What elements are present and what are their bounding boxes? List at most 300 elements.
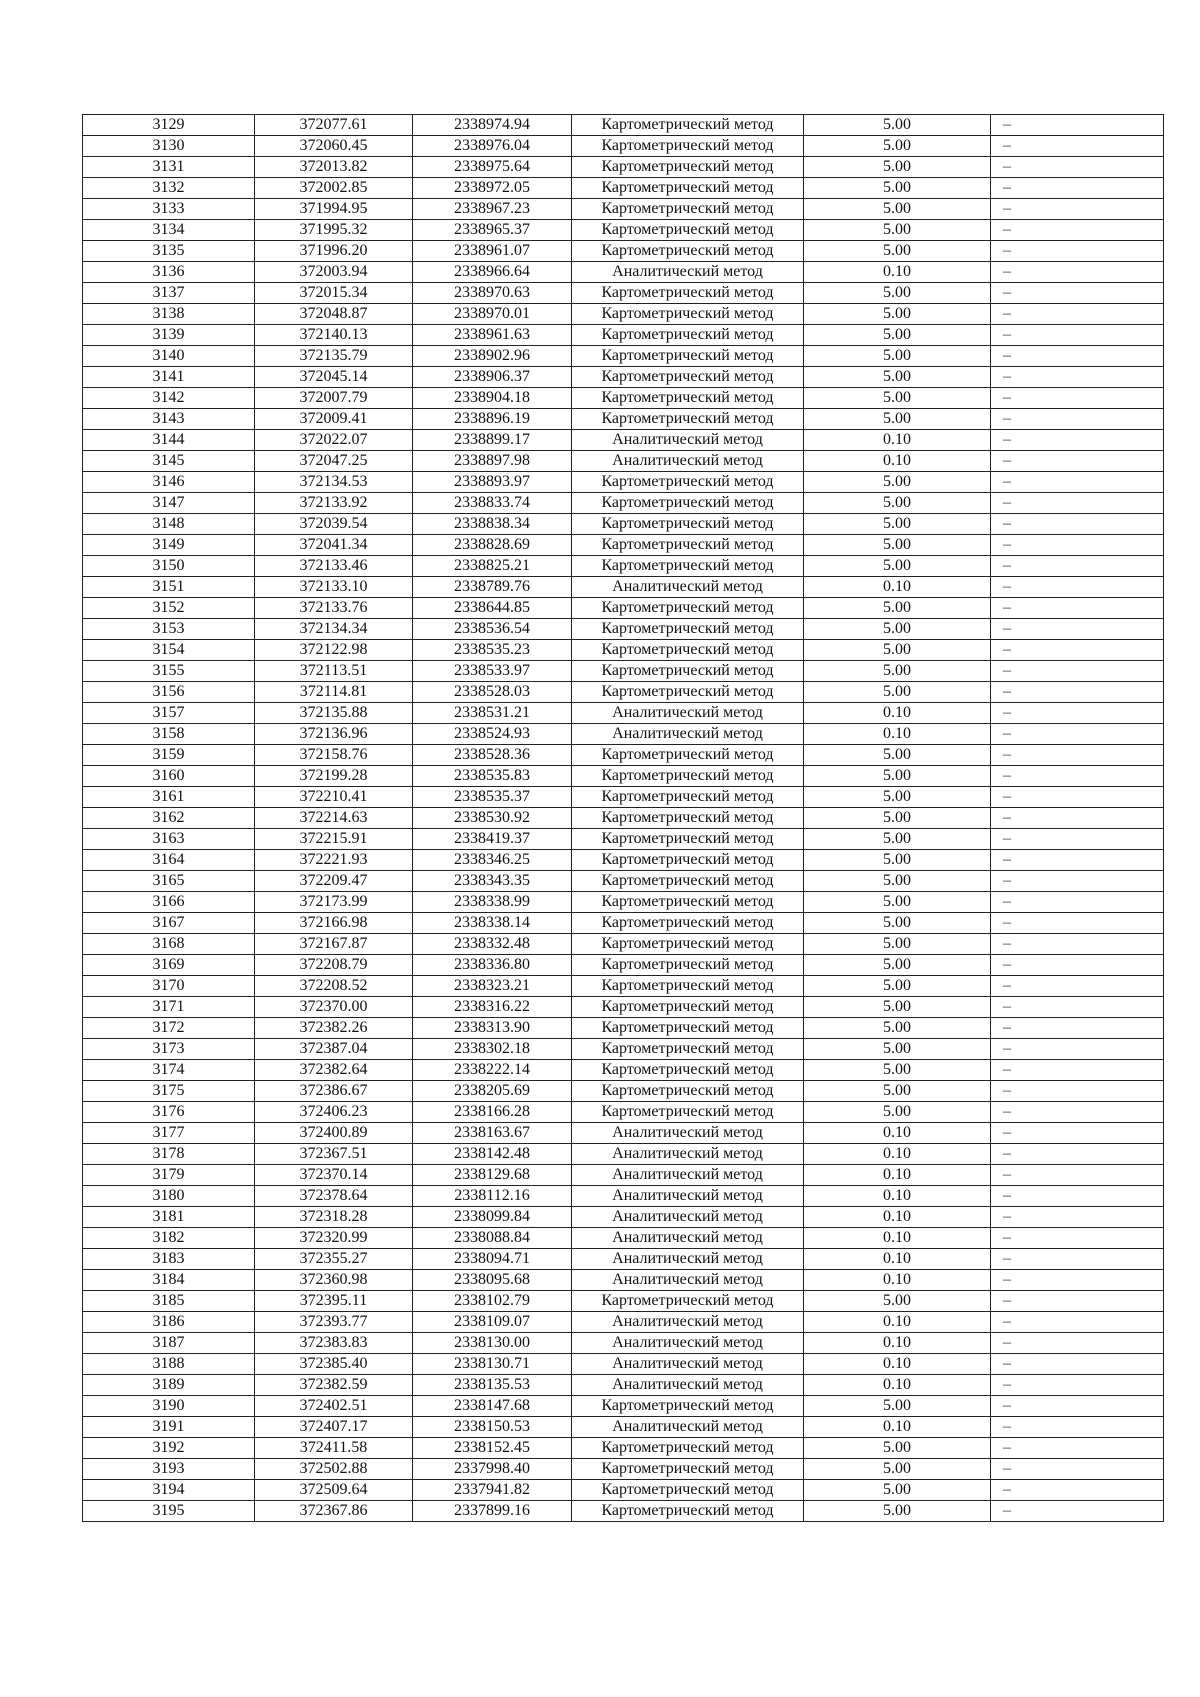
point-number-cell: 3162	[83, 808, 255, 829]
x-coordinate-cell: 372135.79	[255, 346, 413, 367]
point-number-cell: 3146	[83, 472, 255, 493]
method-cell: Картометрический метод	[572, 1039, 804, 1060]
accuracy-cell: 5.00	[804, 283, 991, 304]
y-coordinate-cell: 2338109.07	[413, 1312, 572, 1333]
note-cell: –	[991, 997, 1164, 1018]
table-row	[83, 115, 1164, 136]
note-cell: –	[991, 1018, 1164, 1039]
y-coordinate-cell: 2338644.85	[413, 598, 572, 619]
y-coordinate-cell: 2337941.82	[413, 1480, 572, 1501]
accuracy-cell: 5.00	[804, 640, 991, 661]
accuracy-cell: 0.10	[804, 262, 991, 283]
point-number-cell: 3170	[83, 976, 255, 997]
point-number-cell: 3151	[83, 577, 255, 598]
accuracy-cell: 5.00	[804, 220, 991, 241]
method-cell: Картометрический метод	[572, 157, 804, 178]
x-coordinate-cell: 372199.28	[255, 766, 413, 787]
method-cell: Картометрический метод	[572, 871, 804, 892]
table-row	[83, 724, 1164, 745]
method-cell: Картометрический метод	[572, 220, 804, 241]
method-cell: Картометрический метод	[572, 304, 804, 325]
table-row	[83, 766, 1164, 787]
note-cell: –	[991, 178, 1164, 199]
method-cell: Картометрический метод	[572, 619, 804, 640]
accuracy-cell: 5.00	[804, 850, 991, 871]
table-row	[83, 1165, 1164, 1186]
accuracy-cell: 5.00	[804, 115, 991, 136]
point-number-cell: 3158	[83, 724, 255, 745]
table-row	[83, 1480, 1164, 1501]
method-cell: Картометрический метод	[572, 1081, 804, 1102]
method-cell: Картометрический метод	[572, 787, 804, 808]
table-row	[83, 178, 1164, 199]
table-row	[83, 1459, 1164, 1480]
method-cell: Картометрический метод	[572, 598, 804, 619]
table-row	[83, 451, 1164, 472]
accuracy-cell: 5.00	[804, 598, 991, 619]
method-cell: Картометрический метод	[572, 745, 804, 766]
table-row	[83, 976, 1164, 997]
table-row	[83, 892, 1164, 913]
point-number-cell: 3147	[83, 493, 255, 514]
table-row	[83, 913, 1164, 934]
y-coordinate-cell: 2338825.21	[413, 556, 572, 577]
point-number-cell: 3140	[83, 346, 255, 367]
x-coordinate-cell: 372133.10	[255, 577, 413, 598]
point-number-cell: 3131	[83, 157, 255, 178]
table-row	[83, 1396, 1164, 1417]
point-number-cell: 3167	[83, 913, 255, 934]
method-cell: Аналитический метод	[572, 1165, 804, 1186]
point-number-cell: 3130	[83, 136, 255, 157]
y-coordinate-cell: 2338828.69	[413, 535, 572, 556]
point-number-cell: 3148	[83, 514, 255, 535]
accuracy-cell: 5.00	[804, 913, 991, 934]
x-coordinate-cell: 372367.86	[255, 1501, 413, 1522]
table-row	[83, 1144, 1164, 1165]
point-number-cell: 3172	[83, 1018, 255, 1039]
method-cell: Аналитический метод	[572, 451, 804, 472]
x-coordinate-cell: 372355.27	[255, 1249, 413, 1270]
x-coordinate-cell: 372007.79	[255, 388, 413, 409]
point-number-cell: 3164	[83, 850, 255, 871]
table-row	[83, 1018, 1164, 1039]
table-row	[83, 262, 1164, 283]
method-cell: Картометрический метод	[572, 1060, 804, 1081]
y-coordinate-cell: 2338899.17	[413, 430, 572, 451]
y-coordinate-cell: 2338095.68	[413, 1270, 572, 1291]
x-coordinate-cell: 372133.46	[255, 556, 413, 577]
method-cell: Аналитический метод	[572, 1186, 804, 1207]
x-coordinate-cell: 371996.20	[255, 241, 413, 262]
method-cell: Аналитический метод	[572, 1144, 804, 1165]
point-number-cell: 3190	[83, 1396, 255, 1417]
x-coordinate-cell: 372167.87	[255, 934, 413, 955]
accuracy-cell: 5.00	[804, 1060, 991, 1081]
table-row	[83, 1354, 1164, 1375]
y-coordinate-cell: 2338833.74	[413, 493, 572, 514]
x-coordinate-cell: 372015.34	[255, 283, 413, 304]
y-coordinate-cell: 2338961.63	[413, 325, 572, 346]
method-cell: Картометрический метод	[572, 640, 804, 661]
y-coordinate-cell: 2338332.48	[413, 934, 572, 955]
x-coordinate-cell: 372045.14	[255, 367, 413, 388]
note-cell: –	[991, 1060, 1164, 1081]
table-row	[83, 934, 1164, 955]
accuracy-cell: 0.10	[804, 1354, 991, 1375]
table-row	[83, 955, 1164, 976]
point-number-cell: 3136	[83, 262, 255, 283]
y-coordinate-cell: 2338961.07	[413, 241, 572, 262]
note-cell: –	[991, 1459, 1164, 1480]
point-number-cell: 3185	[83, 1291, 255, 1312]
x-coordinate-cell: 372208.52	[255, 976, 413, 997]
y-coordinate-cell: 2338524.93	[413, 724, 572, 745]
x-coordinate-cell: 372402.51	[255, 1396, 413, 1417]
accuracy-cell: 5.00	[804, 1018, 991, 1039]
note-cell: –	[991, 787, 1164, 808]
note-cell: –	[991, 1144, 1164, 1165]
note-cell: –	[991, 115, 1164, 136]
y-coordinate-cell: 2338205.69	[413, 1081, 572, 1102]
table-row	[83, 1270, 1164, 1291]
method-cell: Аналитический метод	[572, 1249, 804, 1270]
x-coordinate-cell: 372221.93	[255, 850, 413, 871]
x-coordinate-cell: 372370.14	[255, 1165, 413, 1186]
method-cell: Аналитический метод	[572, 724, 804, 745]
table-row	[83, 850, 1164, 871]
method-cell: Картометрический метод	[572, 892, 804, 913]
y-coordinate-cell: 2338313.90	[413, 1018, 572, 1039]
y-coordinate-cell: 2338222.14	[413, 1060, 572, 1081]
y-coordinate-cell: 2338896.19	[413, 409, 572, 430]
method-cell: Картометрический метод	[572, 472, 804, 493]
note-cell: –	[991, 808, 1164, 829]
note-cell: –	[991, 262, 1164, 283]
point-number-cell: 3155	[83, 661, 255, 682]
x-coordinate-cell: 372133.92	[255, 493, 413, 514]
accuracy-cell: 5.00	[804, 367, 991, 388]
table-row	[83, 640, 1164, 661]
y-coordinate-cell: 2338135.53	[413, 1375, 572, 1396]
point-number-cell: 3159	[83, 745, 255, 766]
point-number-cell: 3157	[83, 703, 255, 724]
accuracy-cell: 5.00	[804, 157, 991, 178]
note-cell: –	[991, 976, 1164, 997]
x-coordinate-cell: 372411.58	[255, 1438, 413, 1459]
note-cell: –	[991, 1438, 1164, 1459]
y-coordinate-cell: 2338906.37	[413, 367, 572, 388]
table-row	[83, 577, 1164, 598]
point-number-cell: 3179	[83, 1165, 255, 1186]
table-row	[83, 388, 1164, 409]
table-row	[83, 1438, 1164, 1459]
x-coordinate-cell: 372208.79	[255, 955, 413, 976]
x-coordinate-cell: 372136.96	[255, 724, 413, 745]
x-coordinate-cell: 372134.53	[255, 472, 413, 493]
y-coordinate-cell: 2338535.83	[413, 766, 572, 787]
x-coordinate-cell: 372002.85	[255, 178, 413, 199]
x-coordinate-cell: 371995.32	[255, 220, 413, 241]
table-row	[83, 808, 1164, 829]
note-cell: –	[991, 913, 1164, 934]
note-cell: –	[991, 367, 1164, 388]
point-number-cell: 3191	[83, 1417, 255, 1438]
accuracy-cell: 5.00	[804, 346, 991, 367]
point-number-cell: 3182	[83, 1228, 255, 1249]
y-coordinate-cell: 2338530.92	[413, 808, 572, 829]
accuracy-cell: 0.10	[804, 1333, 991, 1354]
y-coordinate-cell: 2338130.00	[413, 1333, 572, 1354]
table-row	[83, 1039, 1164, 1060]
table-row	[83, 1207, 1164, 1228]
note-cell: –	[991, 136, 1164, 157]
point-number-cell: 3138	[83, 304, 255, 325]
point-number-cell: 3187	[83, 1333, 255, 1354]
table-row	[83, 241, 1164, 262]
note-cell: –	[991, 1186, 1164, 1207]
accuracy-cell: 5.00	[804, 493, 991, 514]
y-coordinate-cell: 2338163.67	[413, 1123, 572, 1144]
method-cell: Картометрический метод	[572, 1102, 804, 1123]
x-coordinate-cell: 372406.23	[255, 1102, 413, 1123]
y-coordinate-cell: 2338346.25	[413, 850, 572, 871]
point-number-cell: 3141	[83, 367, 255, 388]
accuracy-cell: 5.00	[804, 178, 991, 199]
accuracy-cell: 0.10	[804, 1270, 991, 1291]
accuracy-cell: 5.00	[804, 325, 991, 346]
x-coordinate-cell: 372382.59	[255, 1375, 413, 1396]
table-row	[83, 136, 1164, 157]
point-number-cell: 3183	[83, 1249, 255, 1270]
accuracy-cell: 5.00	[804, 955, 991, 976]
y-coordinate-cell: 2338130.71	[413, 1354, 572, 1375]
note-cell: –	[991, 556, 1164, 577]
y-coordinate-cell: 2338975.64	[413, 157, 572, 178]
note-cell: –	[991, 829, 1164, 850]
method-cell: Картометрический метод	[572, 1018, 804, 1039]
y-coordinate-cell: 2338316.22	[413, 997, 572, 1018]
accuracy-cell: 0.10	[804, 451, 991, 472]
point-number-cell: 3160	[83, 766, 255, 787]
x-coordinate-cell: 372214.63	[255, 808, 413, 829]
point-number-cell: 3132	[83, 178, 255, 199]
note-cell: –	[991, 1039, 1164, 1060]
accuracy-cell: 5.00	[804, 1291, 991, 1312]
table-row	[83, 556, 1164, 577]
note-cell: –	[991, 871, 1164, 892]
x-coordinate-cell: 372135.88	[255, 703, 413, 724]
note-cell: –	[991, 283, 1164, 304]
x-coordinate-cell: 372047.25	[255, 451, 413, 472]
accuracy-cell: 5.00	[804, 976, 991, 997]
method-cell: Картометрический метод	[572, 115, 804, 136]
accuracy-cell: 5.00	[804, 787, 991, 808]
method-cell: Аналитический метод	[572, 1270, 804, 1291]
note-cell: –	[991, 955, 1164, 976]
accuracy-cell: 0.10	[804, 1144, 991, 1165]
accuracy-cell: 0.10	[804, 1123, 991, 1144]
point-number-cell: 3188	[83, 1354, 255, 1375]
x-coordinate-cell: 372022.07	[255, 430, 413, 451]
accuracy-cell: 5.00	[804, 1102, 991, 1123]
note-cell: –	[991, 346, 1164, 367]
table-row	[83, 304, 1164, 325]
method-cell: Картометрический метод	[572, 493, 804, 514]
method-cell: Картометрический метод	[572, 136, 804, 157]
point-number-cell: 3137	[83, 283, 255, 304]
method-cell: Аналитический метод	[572, 430, 804, 451]
note-cell: –	[991, 451, 1164, 472]
y-coordinate-cell: 2338302.18	[413, 1039, 572, 1060]
table-row	[83, 220, 1164, 241]
y-coordinate-cell: 2337899.16	[413, 1501, 572, 1522]
note-cell: –	[991, 430, 1164, 451]
x-coordinate-cell: 372383.83	[255, 1333, 413, 1354]
method-cell: Картометрический метод	[572, 1480, 804, 1501]
y-coordinate-cell: 2338129.68	[413, 1165, 572, 1186]
method-cell: Аналитический метод	[572, 1123, 804, 1144]
method-cell: Аналитический метод	[572, 1207, 804, 1228]
y-coordinate-cell: 2338838.34	[413, 514, 572, 535]
accuracy-cell: 0.10	[804, 1417, 991, 1438]
method-cell: Аналитический метод	[572, 262, 804, 283]
note-cell: –	[991, 1396, 1164, 1417]
table-row	[83, 1102, 1164, 1123]
method-cell: Картометрический метод	[572, 199, 804, 220]
note-cell: –	[991, 220, 1164, 241]
accuracy-cell: 5.00	[804, 1396, 991, 1417]
coordinates-table	[82, 114, 1164, 1522]
method-cell: Картометрический метод	[572, 409, 804, 430]
y-coordinate-cell: 2338533.97	[413, 661, 572, 682]
note-cell: –	[991, 1270, 1164, 1291]
point-number-cell: 3193	[83, 1459, 255, 1480]
y-coordinate-cell: 2338323.21	[413, 976, 572, 997]
x-coordinate-cell: 372400.89	[255, 1123, 413, 1144]
y-coordinate-cell: 2338902.96	[413, 346, 572, 367]
x-coordinate-cell: 372318.28	[255, 1207, 413, 1228]
accuracy-cell: 5.00	[804, 535, 991, 556]
accuracy-cell: 5.00	[804, 997, 991, 1018]
accuracy-cell: 5.00	[804, 136, 991, 157]
y-coordinate-cell: 2337998.40	[413, 1459, 572, 1480]
point-number-cell: 3156	[83, 682, 255, 703]
table-row	[83, 1291, 1164, 1312]
x-coordinate-cell: 372113.51	[255, 661, 413, 682]
method-cell: Картометрический метод	[572, 997, 804, 1018]
accuracy-cell: 5.00	[804, 619, 991, 640]
method-cell: Картометрический метод	[572, 241, 804, 262]
y-coordinate-cell: 2338336.80	[413, 955, 572, 976]
accuracy-cell: 5.00	[804, 241, 991, 262]
table-row	[83, 1312, 1164, 1333]
note-cell: –	[991, 241, 1164, 262]
y-coordinate-cell: 2338535.37	[413, 787, 572, 808]
table-row	[83, 619, 1164, 640]
accuracy-cell: 5.00	[804, 388, 991, 409]
accuracy-cell: 5.00	[804, 934, 991, 955]
table-row	[83, 1501, 1164, 1522]
method-cell: Аналитический метод	[572, 1333, 804, 1354]
x-coordinate-cell: 372210.41	[255, 787, 413, 808]
accuracy-cell: 0.10	[804, 703, 991, 724]
x-coordinate-cell: 372395.11	[255, 1291, 413, 1312]
note-cell: –	[991, 1165, 1164, 1186]
note-cell: –	[991, 745, 1164, 766]
y-coordinate-cell: 2338152.45	[413, 1438, 572, 1459]
note-cell: –	[991, 1291, 1164, 1312]
x-coordinate-cell: 372060.45	[255, 136, 413, 157]
note-cell: –	[991, 1312, 1164, 1333]
table-row	[83, 997, 1164, 1018]
note-cell: –	[991, 661, 1164, 682]
point-number-cell: 3139	[83, 325, 255, 346]
method-cell: Картометрический метод	[572, 808, 804, 829]
x-coordinate-cell: 372166.98	[255, 913, 413, 934]
note-cell: –	[991, 934, 1164, 955]
table-row	[83, 1081, 1164, 1102]
note-cell: –	[991, 850, 1164, 871]
x-coordinate-cell: 372114.81	[255, 682, 413, 703]
y-coordinate-cell: 2338150.53	[413, 1417, 572, 1438]
y-coordinate-cell: 2338970.63	[413, 283, 572, 304]
y-coordinate-cell: 2338904.18	[413, 388, 572, 409]
note-cell: –	[991, 493, 1164, 514]
note-cell: –	[991, 1081, 1164, 1102]
x-coordinate-cell: 372013.82	[255, 157, 413, 178]
accuracy-cell: 5.00	[804, 409, 991, 430]
y-coordinate-cell: 2338965.37	[413, 220, 572, 241]
table-row	[83, 1333, 1164, 1354]
note-cell: –	[991, 1354, 1164, 1375]
point-number-cell: 3181	[83, 1207, 255, 1228]
note-cell: –	[991, 640, 1164, 661]
y-coordinate-cell: 2338088.84	[413, 1228, 572, 1249]
note-cell: –	[991, 1102, 1164, 1123]
note-cell: –	[991, 1375, 1164, 1396]
point-number-cell: 3174	[83, 1060, 255, 1081]
table-row	[83, 1228, 1164, 1249]
note-cell: –	[991, 472, 1164, 493]
method-cell: Картометрический метод	[572, 367, 804, 388]
note-cell: –	[991, 409, 1164, 430]
y-coordinate-cell: 2338976.04	[413, 136, 572, 157]
table-row	[83, 871, 1164, 892]
note-cell: –	[991, 514, 1164, 535]
table-row	[83, 745, 1164, 766]
note-cell: –	[991, 892, 1164, 913]
table-row	[83, 1060, 1164, 1081]
y-coordinate-cell: 2338102.79	[413, 1291, 572, 1312]
accuracy-cell: 0.10	[804, 1228, 991, 1249]
point-number-cell: 3163	[83, 829, 255, 850]
table-row	[83, 409, 1164, 430]
note-cell: –	[991, 619, 1164, 640]
point-number-cell: 3176	[83, 1102, 255, 1123]
x-coordinate-cell: 372393.77	[255, 1312, 413, 1333]
note-cell: –	[991, 1228, 1164, 1249]
accuracy-cell: 5.00	[804, 766, 991, 787]
point-number-cell: 3171	[83, 997, 255, 1018]
method-cell: Аналитический метод	[572, 1354, 804, 1375]
table-row	[83, 682, 1164, 703]
method-cell: Аналитический метод	[572, 703, 804, 724]
accuracy-cell: 0.10	[804, 1375, 991, 1396]
method-cell: Картометрический метод	[572, 1501, 804, 1522]
method-cell: Картометрический метод	[572, 1291, 804, 1312]
x-coordinate-cell: 372048.87	[255, 304, 413, 325]
